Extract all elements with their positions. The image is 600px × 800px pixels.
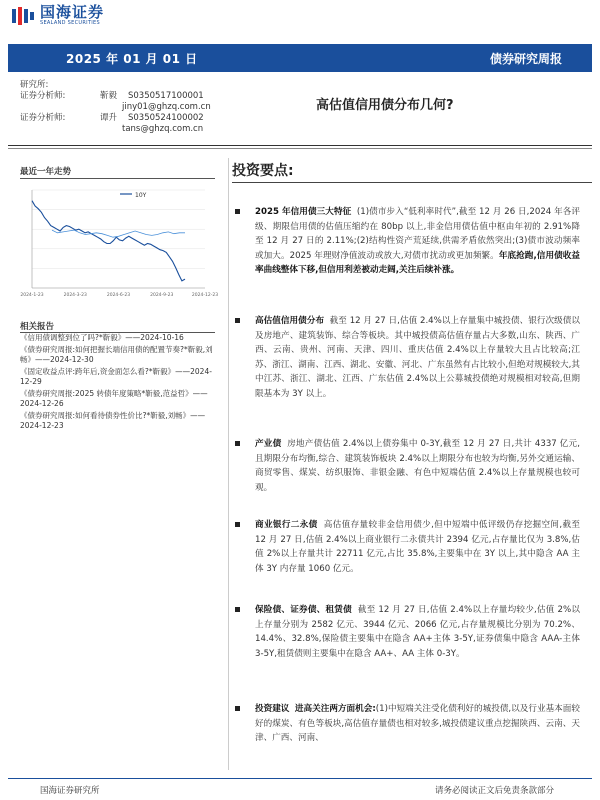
report-link[interactable]: 《债券研究周报:如何把握长端信用债的配置节奏?*靳毅,刘畅》——2024-12-30 [20, 344, 213, 364]
bullet-icon [235, 522, 240, 527]
key-points-heading: 投资要点: [232, 163, 294, 179]
trend-heading: 最近一年走势 [20, 167, 72, 177]
key-point-lead: 商业银行二永债 [255, 520, 318, 530]
analyst-email[interactable]: jiny01@ghzq.com.cn [122, 102, 211, 112]
analyst-label: 证券分析师: [20, 113, 66, 123]
report-link[interactable]: 《债券研究周报:2025 转债年度策略*靳毅,范益哲》——2024-12-26 [20, 388, 208, 408]
report-link[interactable]: 《债券研究周报:如何看待债券性价比?*靳毅,刘畅》——2024-12-23 [20, 410, 206, 430]
key-point-body: 房地产债估值 2.4%以上债券集中 0-3Y,截至 12 月 27 日,共计 4337 亿元,且期限分布均衡,综合、建筑装饰板块 2.4%以上期限分布也较为均衡,另外交通运输、商贸零售、煤炭、纺织服饰、非银金融、有色中短端估值 2.4%以上存量规模也较可观。 [255, 439, 580, 493]
trend-heading-line [20, 178, 215, 179]
reports-heading: 相关报告 [20, 322, 55, 332]
key-point-lead: 保险债、证券债、租赁债 [255, 605, 352, 615]
company-logo [12, 4, 104, 27]
key-point-lead2: 进高关注两方面机会: [294, 704, 376, 714]
bullet-icon [235, 706, 240, 711]
title-divider [8, 145, 592, 146]
key-point [235, 702, 580, 746]
chart-legend-label: 10Y [135, 192, 147, 199]
page-title: 高估值信用债分布几何? [316, 98, 454, 113]
analyst-label: 证券分析师: [20, 91, 66, 101]
researcher-label: 研究所: [20, 80, 49, 90]
footer-org: 国海证券研究所 [40, 786, 100, 796]
footer-line [8, 778, 592, 779]
chart-x-tick-label: 2024-6-23 [106, 293, 131, 298]
chart-x-tick-label: 2024-12-23 [191, 293, 219, 298]
analyst-cert: S0350517100001 [128, 91, 204, 101]
title-divider-thin [8, 148, 592, 149]
key-point [235, 437, 580, 495]
key-point-lead: 2025 年信用债三大特征 [255, 207, 352, 217]
trend-chart [20, 180, 219, 310]
chart-series2-line [52, 230, 185, 237]
key-point-body: (1)中短端关注受化债利好的城投债,以及行业基本面较好的煤炭、有色等板块,高估值存量债也相对较多,城投债建议重点挖掘陕西、云南、天津、广西、河南、 [255, 704, 580, 743]
bullet-icon [235, 209, 240, 214]
trend-chart-svg [20, 180, 219, 310]
report-link[interactable]: 《固定收益点评:跨年后,资金面怎么看?*靳毅》——2024-12-29 [20, 366, 212, 386]
key-point-lead: 投资建议 [255, 704, 290, 714]
related-reports [20, 333, 220, 433]
logo-en-text: SEALAND SECURITIES [40, 20, 100, 26]
key-point-body: 截至 12 月 27 日,估值 2.4%以上存量均较少,估值 2%以上存量分别为 2582 亿元、3944 亿元、2066 亿元,占存量规模比分别为 70.2%、14.4%、32.8%,保险债主要集中在隐含 AA+主体 3-5Y,证券债集中隐含 AAA-主体 3-5Y,租赁债则主要集中在隐含 AA+、AA 主体 0-3Y。 [255, 605, 580, 659]
chart-x-tick-label: 2024-9-23 [150, 293, 174, 298]
key-point-body: 高估值存量较非金信用债少,但中短端中低评级仍存挖掘空间,截至 12 月 27 日,估值 2.4%以上商业银行二永债共计 2394 亿元,占存量比仅为 3.8%,估值 2%以上存量共计 22711 亿元,占比 35.8%,主要集中在 3Y 以上,其中隐含 AA 主体 3Y 内存量 1060 亿元。 [255, 520, 580, 574]
key-point-body: 截至 12 月 27 日,估值 2.4%以上存量集中城投债、银行次级债以及房地产、建筑装饰、综合等板块。其中城投债高估值存量占大多数,山东、陕西、广西、云南、贵州、河南、天津、四川、重庆估值 2.4%以上存量较大且占比较高;江苏、浙江、湖南、江西、湖北、安徽、河北、广东虽然有占比较小,但绝对规模较大,其中江苏、浙江、湖北、江西、广东估值 2.4%以上公募城投债绝对规模相对较高,但期限基本为 3Y 以上。 [255, 316, 580, 399]
analyst-info [20, 80, 240, 135]
key-point-lead: 高估值信用债分布 [255, 316, 325, 326]
bullet-icon [235, 607, 240, 612]
chart-x-tick-label: 2024-3-23 [63, 293, 87, 298]
report-type: 债券研究周报 [489, 52, 562, 66]
logo-mark-icon [12, 7, 34, 25]
header-bar [8, 44, 592, 72]
key-point [235, 518, 580, 576]
chart-series-line [32, 201, 185, 281]
key-point-body: (1)债市步入“低利率时代”,截至 12 月 26 日,2024 年各评级、期限信用债的估值压缩约在 80bp 以上,非金信用债估值中枢由年初的 2.91%降至 12 月 27 日的 2.11%;(2)结构性资产荒延续,供需矛盾依然突出;(3)债市波动频率或加大。2025 年理财净值波动或放大,对债市扰动或更加频繁。 [255, 207, 580, 261]
chart-x-tick-label: 2024-1-23 [20, 293, 44, 298]
report-link[interactable]: 《信用债调整到位了吗?*靳毅》——2024-10-16 [20, 333, 184, 342]
key-point-tail: 年底抢跑,信用债收益率曲线整体下移,但信用利差被动走阔,关注后续补涨。 [255, 250, 581, 275]
key-points-line [232, 182, 592, 183]
analyst-name: 谭升 [100, 113, 118, 123]
analyst-cert: S0350524100002 [128, 113, 204, 123]
bullet-icon [235, 318, 240, 323]
key-point [235, 205, 580, 278]
column-divider [228, 158, 229, 770]
key-point [235, 314, 580, 401]
analyst-email[interactable]: tans@ghzq.com.cn [122, 124, 204, 134]
key-point-lead: 产业债 [255, 439, 282, 449]
key-point [235, 603, 580, 661]
footer-disclaimer: 请务必阅读正文后免责条款部分 [434, 786, 554, 796]
logo-cn-text: 国海证券 [40, 3, 105, 21]
analyst-name: 靳毅 [100, 91, 118, 101]
report-date: 2025 年 01 月 01 日 [66, 52, 198, 66]
bullet-icon [235, 441, 240, 446]
